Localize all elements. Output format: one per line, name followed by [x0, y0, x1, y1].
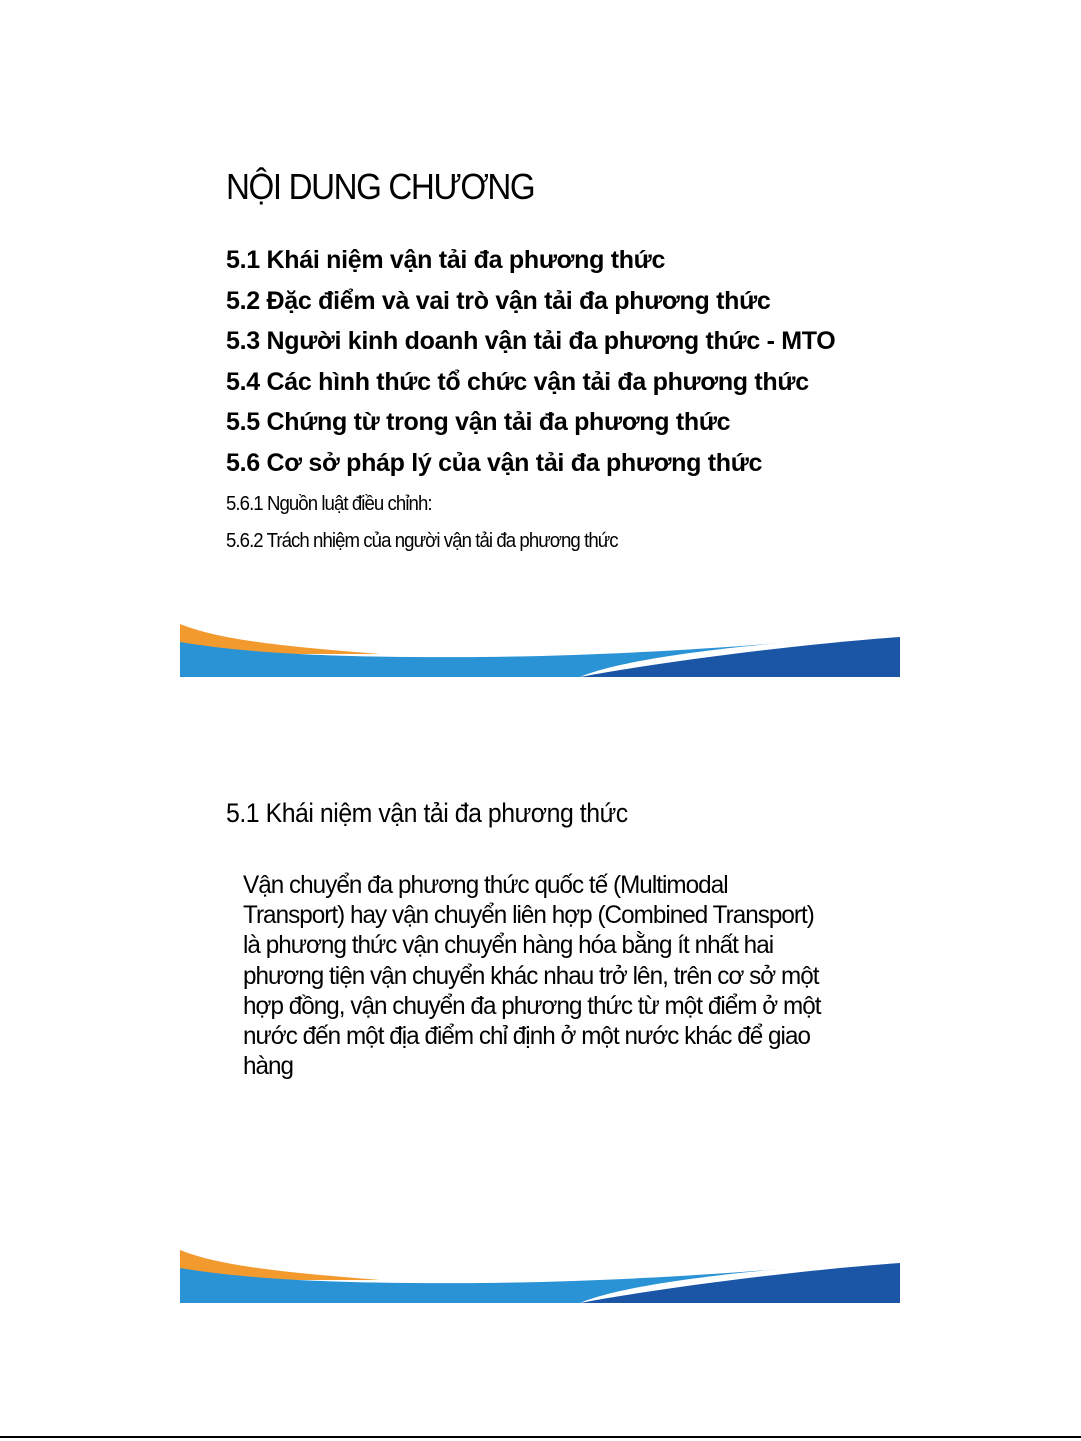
toc-item-5-1: 5.1 Khái niệm vận tải đa phương thức — [226, 246, 666, 274]
section-heading: 5.1 Khái niệm vận tải đa phương thức — [226, 798, 628, 828]
toc-subitem-5-6-2: 5.6.2 Trách nhiệm của người vận tải đa phương thức — [226, 530, 618, 552]
paragraph-line: phương tiện vận chuyển khác nhau trở lên, trên cơ sở một — [243, 961, 819, 990]
toc-item-5-4: 5.4 Các hình thức tổ chức vận tải đa phương thức — [226, 367, 809, 396]
chapter-contents-title: NỘI DUNG CHƯƠNG — [226, 166, 535, 207]
toc-subitem-5-6-1: 5.6.1 Nguồn luật điều chỉnh: — [226, 493, 432, 515]
decorative-wave-footer — [180, 1248, 900, 1304]
paragraph-line: Transport) hay vận chuyển liên hợp (Combined Transport) — [243, 901, 814, 930]
definition-paragraph — [243, 870, 903, 1081]
toc-item-5-3: 5.3 Người kinh doanh vận tải đa phương thức - MTO — [226, 327, 836, 355]
toc-item-5-2: 5.2 Đặc điểm và vai trò vận tải đa phương thức — [226, 286, 771, 315]
contents-list — [226, 244, 835, 561]
slide-table-of-contents — [0, 0, 1081, 720]
slide-definition — [0, 720, 1081, 1441]
toc-item-5-6: 5.6 Cơ sở pháp lý của vận tải đa phương thức — [226, 448, 763, 477]
paragraph-line: hợp đồng, vận chuyển đa phương thức từ một điểm ở một — [243, 991, 821, 1020]
paragraph-line: hàng — [243, 1052, 294, 1081]
toc-item-5-5: 5.5 Chứng từ trong vận tải đa phương thức — [226, 408, 731, 436]
paragraph-line: Vận chuyển đa phương thức quốc tế (Multimodal — [243, 871, 728, 899]
paragraph-line: nước đến một địa điểm chỉ định ở một nước khác để giao — [243, 1022, 810, 1051]
paragraph-line: là phương thức vận chuyển hàng hóa bằng ít nhất hai — [243, 931, 774, 960]
page-bottom-rule — [0, 1436, 1081, 1438]
decorative-wave-footer — [180, 622, 900, 678]
